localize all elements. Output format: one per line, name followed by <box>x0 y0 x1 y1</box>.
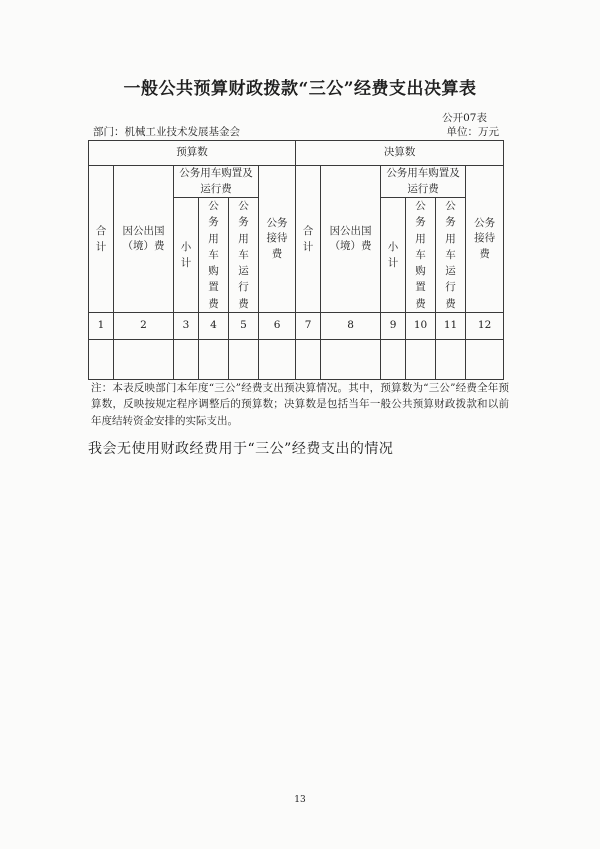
page-title: 一般公共预算财政拨款“三公”经费支出决算表 <box>123 79 477 99</box>
header-vehicle-purchase-budget: 公务用车购置费 <box>199 198 229 313</box>
header-abroad-budget: 因公出国（境）费 <box>114 166 174 313</box>
header-reception-budget: 公务接待费 <box>259 166 296 313</box>
column-number: 11 <box>436 312 466 339</box>
data-row <box>89 339 504 379</box>
header-vehicle-group-budget: 公务用车购置及运行费 <box>174 166 259 198</box>
data-cell <box>199 339 229 379</box>
header-final-group: 决算数 <box>296 141 504 166</box>
header-reception-final: 公务接待费 <box>466 166 504 313</box>
header-vehicle-operation-budget: 公务用车运行费 <box>229 198 259 313</box>
data-cell <box>114 339 174 379</box>
column-number-row <box>89 312 504 339</box>
column-number: 5 <box>229 312 259 339</box>
data-cell <box>259 339 296 379</box>
header-budget-group: 预算数 <box>89 141 296 166</box>
header-vehicle-purchase-final: 公务用车购置费 <box>406 198 436 313</box>
column-number: 10 <box>406 312 436 339</box>
column-number: 8 <box>321 312 381 339</box>
column-number: 3 <box>174 312 199 339</box>
data-cell <box>174 339 199 379</box>
column-number: 6 <box>259 312 296 339</box>
three-public-expense-table <box>88 140 504 380</box>
header-total-budget: 合计 <box>89 166 114 313</box>
table-note: 注：本表反映部门本年度“三公”经费支出预决算情况。其中，预算数为“三公”经费全年预算数，反映按规定程序调整后的预算数；决算数是包括当年一般公共预算财政拨款和以前年度结转资金安排的实际支出。 <box>91 382 509 427</box>
column-number: 1 <box>89 312 114 339</box>
unit-label: 单位：万元 <box>446 126 499 138</box>
data-cell <box>436 339 466 379</box>
data-cell <box>89 339 114 379</box>
department-label: 部门：机械工业技术发展基金会 <box>93 126 240 138</box>
data-cell <box>321 339 381 379</box>
page-number: 13 <box>294 795 306 805</box>
column-number: 12 <box>466 312 504 339</box>
data-cell <box>296 339 321 379</box>
header-subtotal-budget: 小计 <box>174 198 199 313</box>
column-number: 7 <box>296 312 321 339</box>
form-id: 公开07表 <box>442 112 487 124</box>
data-cell <box>229 339 259 379</box>
data-cell <box>466 339 504 379</box>
header-vehicle-group-final: 公务用车购置及运行费 <box>381 166 466 198</box>
data-cell <box>381 339 406 379</box>
header-subtotal-final: 小计 <box>381 198 406 313</box>
data-cell <box>406 339 436 379</box>
header-vehicle-operation-final: 公务用车运行费 <box>436 198 466 313</box>
column-number: 2 <box>114 312 174 339</box>
header-abroad-final: 因公出国（境）费 <box>321 166 381 313</box>
column-number: 4 <box>199 312 229 339</box>
no-expense-statement: 我会无使用财政经费用于“三公”经费支出的情况 <box>88 441 394 457</box>
column-number: 9 <box>381 312 406 339</box>
header-total-final: 合计 <box>296 166 321 313</box>
